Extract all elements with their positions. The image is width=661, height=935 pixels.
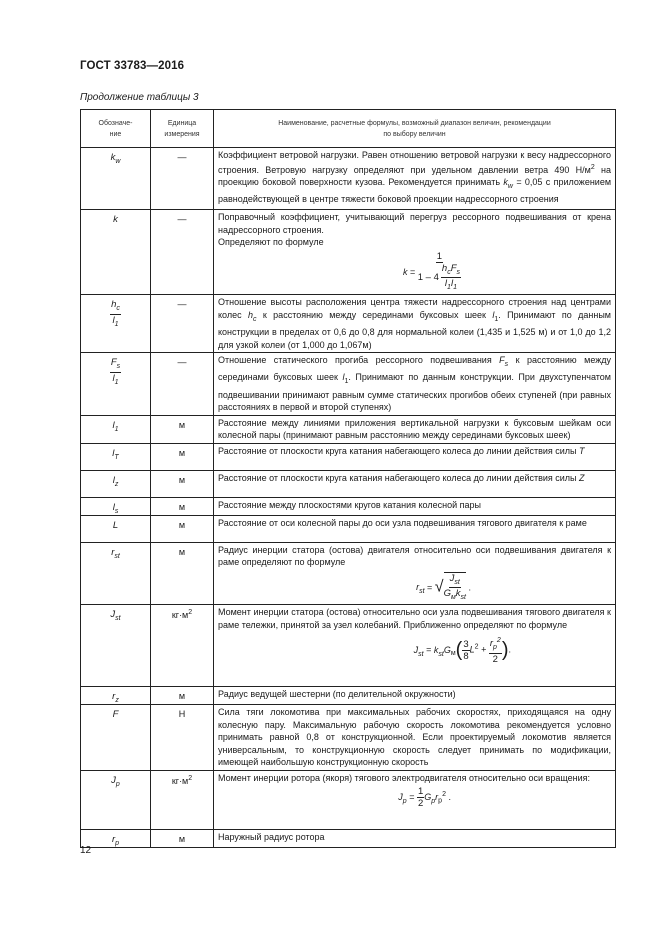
description-cell: Радиус ведущей шестерни (по делительной окружности): [214, 687, 616, 705]
description-cell: Отношение статического прогиба рессорного подвешивания $F_s$ к расстоянию между серединами буксовых шеек $l_1$. Принимают по данным конструкции. При двухступенчатом подвешивании принимают равным сумме статических прогибов обеих ступеней (при равных расстояниях в первой и второй ступенях): [214, 353, 616, 416]
table-row: [81, 829, 616, 847]
description-cell: Наружный радиус ротора: [214, 829, 616, 847]
symbol-cell: $l_T$: [81, 443, 151, 470]
description-cell: Коэффициент ветровой нагрузки. Равен отношению ветровой нагрузки к весу надрессорного строения. Ветровую нагрузку определяют при удельном давлении ветра 490 $Н/м^2$ на проекцию боковой поверхности кузова. Рекомендуется принимать $k_w = 0,05$ с приложением равнодействующей в центре тяжести боковой проекции надрессорного строения: [214, 148, 616, 210]
description-cell: Расстояние от плоскости круга катания набегающего колеса до линии действия силы T: [214, 443, 616, 470]
unit-cell: м: [151, 415, 214, 443]
description-cell: Расстояние между плоскостями кругов катания колесной пары: [214, 497, 616, 515]
symbol-cell: $r_p$: [81, 829, 151, 847]
description-cell: [214, 770, 616, 829]
table-row: [81, 687, 616, 705]
formula-k: k = 1 1 – 4 $\frac{h_cF_s}{l_1l_1}$: [402, 250, 460, 292]
header-symbol: Обозначе- ние: [81, 110, 151, 148]
symbol-cell: k: [81, 210, 151, 295]
unit-cell: $кг\cdot м^2$: [151, 605, 214, 687]
table-continuation-label: Продолжение таблицы 3: [80, 92, 199, 103]
description-cell: Расстояние между линиями приложения вертикальной нагрузки к буксовым шейкам оси колесной пары (принимают равным расстоянию между серединами буксовых шеек): [214, 415, 616, 443]
header-description: Наименование, расчетные формулы, возможный диапазон величин, рекомендации по выбору величин: [214, 110, 616, 148]
unit-cell: м: [151, 497, 214, 515]
table-row: [81, 515, 616, 542]
unit-cell: Н: [151, 705, 214, 771]
symbol-cell: $k_w$: [81, 148, 151, 210]
description-cell: Сила тяги локомотива при максимальных рабочих скоростях, приходящаяся на одну колесную пару. Максимальную рабочую скорость локомотива рекомендуется условно принимать равной 0,8 от конструкционной. Если проектируемый локомотив является универсальным, то конструкционную скорость следует принимать по модификации, имеющей наибольшую конструкционную скорость: [214, 705, 616, 771]
description-text: Момент инерции статора (остова) относительно оси узла подвешивания тягового двигателя к раме тележки, принятой за узел колебаний. Приближенно определяют по формуле: [218, 607, 611, 630]
formula-jp: $J_p$ = $\frac{1}{2}$ $G_pr_p^2$ .: [398, 786, 451, 810]
table-row: [81, 770, 616, 829]
unit-cell: м: [151, 542, 214, 605]
symbol-cell: $\frac{h_c}{l_1}$: [81, 295, 151, 353]
symbol-cell: $r_z$: [81, 687, 151, 705]
description-cell: [214, 542, 616, 605]
unit-cell: м: [151, 515, 214, 542]
unit-cell: —: [151, 295, 214, 353]
table-row: [81, 415, 616, 443]
symbol-cell: $l_s$: [81, 497, 151, 515]
description-text: Определяют по формуле: [218, 237, 324, 247]
unit-cell: м: [151, 470, 214, 497]
unit-cell: —: [151, 353, 214, 416]
parameters-table: [80, 109, 616, 848]
unit-cell: $кг\cdot м^2$: [151, 770, 214, 829]
formula-jst: $J_{st} = k_{st}G_м$( $\frac{3}{8}$ $L^2$ + $\frac{r_p^2}{2}$ ).: [413, 637, 511, 666]
table-row: [81, 542, 616, 605]
unit-cell: —: [151, 210, 214, 295]
table-row: [81, 210, 616, 295]
symbol-cell: $r_{st}$: [81, 542, 151, 605]
table-row: [81, 605, 616, 687]
description-cell: Расстояние от плоскости круга катания набегающего колеса до линии действия силы Z: [214, 470, 616, 497]
description-cell: [214, 605, 616, 687]
symbol-cell: L: [81, 515, 151, 542]
formula-rst: $r_{st}$ = √ $\frac{J_{st}}{G_мk_{st}}$ .: [416, 572, 471, 602]
table-row: [81, 705, 616, 771]
description-text: Момент инерции ротора (якоря) тягового электродвигателя относительно оси вращения:: [218, 772, 591, 783]
table-row: [81, 148, 616, 210]
description-cell: Расстояние от оси колесной пары до оси узла подвешивания тягового двигателя к раме: [214, 515, 616, 542]
symbol-cell: $l_1$: [81, 415, 151, 443]
page-number: 12: [80, 845, 92, 856]
unit-cell: —: [151, 148, 214, 210]
table-row: [81, 295, 616, 353]
table-row: [81, 353, 616, 416]
unit-cell: м: [151, 829, 214, 847]
description-cell: [214, 210, 616, 295]
header-unit: Единица измерения: [151, 110, 214, 148]
table-row: [81, 443, 616, 470]
symbol-cell: $J_{st}$: [81, 605, 151, 687]
unit-cell: м: [151, 687, 214, 705]
description-text: Радиус инерции статора (остова) двигателя относительно оси подвешивания двигателя к раме определяют по формуле: [218, 544, 611, 568]
symbol-cell: $l_z$: [81, 470, 151, 497]
symbol-cell: F: [81, 705, 151, 771]
table-header-row: [81, 110, 616, 148]
table-row: [81, 497, 616, 515]
symbol-cell: $J_p$: [81, 770, 151, 829]
description-cell: Отношение высоты расположения центра тяжести надрессорного строения над центрами колес $h_c$ к расстоянию между серединами буксовых шеек $l_1$. Принимают по данным конструкции в пределах от 0,6 до 0,8 для нормальной колеи (1,435 и 1,525 м) и от 1,0 до 1,2 для узкой колеи (от 1,000 до 1,067м): [214, 295, 616, 353]
standard-title: ГОСТ 33783—2016: [80, 60, 185, 72]
table-row: [81, 470, 616, 497]
unit-cell: м: [151, 443, 214, 470]
description-text: Поправочный коэффициент, учитывающий перегруз рессорного подвешивания от крена надрессорного строения.: [218, 212, 611, 235]
symbol-cell: $\frac{F_s}{l_1}$: [81, 353, 151, 416]
